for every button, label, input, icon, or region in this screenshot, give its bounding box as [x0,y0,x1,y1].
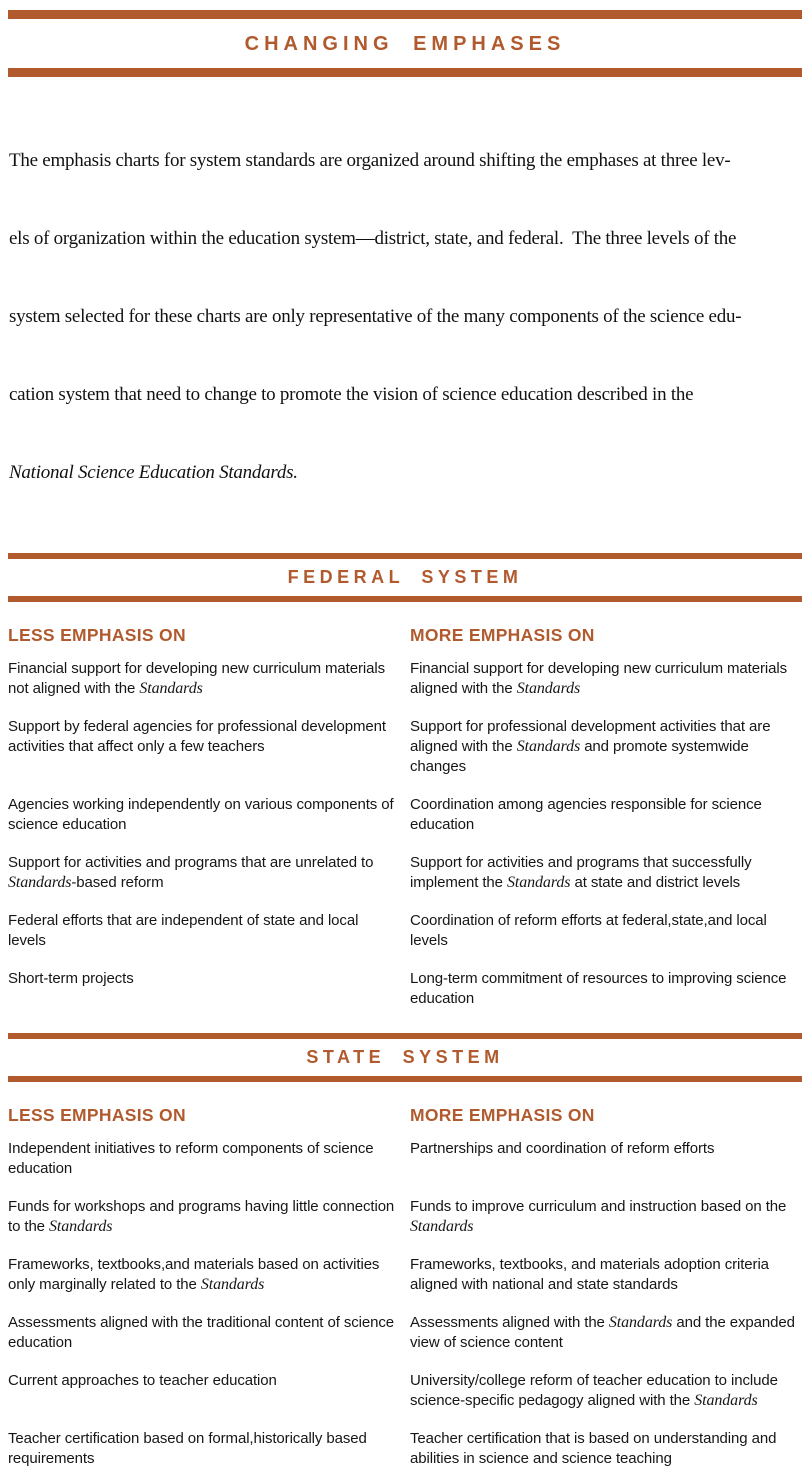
intro-line: system selected for these charts are only representative of the many components of the science edu- [9,306,742,327]
section-title: FEDERAL SYSTEM [287,567,523,587]
more-cell: Support for activities and programs that successfully implement the Standards at state and district levels [410,854,752,891]
section-rule-bottom [8,1076,802,1082]
emphasis-rows [8,1139,802,1469]
section-rule-bottom [8,596,802,602]
less-cell: Federal efforts that are independent of state and local levels [8,912,359,949]
emphasis-row [8,1429,802,1469]
section-federal [8,553,802,1009]
emphasis-row [8,1255,802,1295]
emphasis-row [8,1139,802,1179]
emphasis-rows [8,659,802,1009]
more-cell: Coordination of reform efforts at federal,state,and local levels [410,912,767,949]
column-header-more: MORE EMPHASIS ON [410,625,595,645]
intro-paragraph [9,96,802,538]
more-cell: Partnerships and coordination of reform efforts [410,1140,715,1157]
less-cell: Support by federal agencies for professional development activities that affect only a few teachers [8,718,386,755]
more-cell: Coordination among agencies responsible for science education [410,796,762,833]
title-bottom-rule [8,68,802,77]
emphasis-row [8,911,802,951]
less-cell: Current approaches to teacher education [8,1372,277,1389]
section-rule-top [8,553,802,559]
more-cell: Support for professional development activities that are aligned with the Standards and promote systemwide changes [410,718,771,775]
less-cell: Support for activities and programs that are unrelated to Standards-based reform [8,854,374,891]
intro-line: els of organization within the education system—district, state, and federal. The three levels of the [9,228,737,249]
more-cell: Teacher certification that is based on understanding and abilities in science and science teaching [410,1430,777,1467]
less-cell: Short-term projects [8,970,134,987]
intro-line: The emphasis charts for system standards are organized around shifting the emphases at three lev- [9,150,731,171]
column-headers [8,1105,802,1126]
less-cell: Assessments aligned with the traditional content of science education [8,1314,394,1351]
more-cell: Long-term commitment of resources to improving science education [410,970,787,1007]
column-header-less: LESS EMPHASIS ON [8,625,186,645]
more-cell: Financial support for developing new curriculum materials aligned with the Standards [410,660,787,697]
less-cell: Independent initiatives to reform components of science education [8,1140,374,1177]
emphasis-row [8,659,802,699]
column-headers [8,625,802,646]
emphasis-row [8,853,802,893]
section-state [8,1033,802,1469]
top-rule [8,10,802,19]
less-cell: Teacher certification based on formal,historically based requirements [8,1430,367,1467]
less-cell: Frameworks, textbooks,and materials based on activities only marginally related to the Standards [8,1256,380,1293]
less-cell: Funds for workshops and programs having little connection to the Standards [8,1198,395,1235]
more-cell: Funds to improve curriculum and instruction based on the Standards [410,1198,787,1235]
intro-line-book-title: National Science Education Standards. [9,462,298,483]
section-title: STATE SYSTEM [306,1047,504,1067]
more-cell: Frameworks, textbooks, and materials adoption criteria aligned with national and state standards [410,1256,769,1293]
column-header-more: MORE EMPHASIS ON [410,1105,595,1125]
emphasis-row [8,1197,802,1237]
emphasis-row [8,1371,802,1411]
emphasis-row [8,717,802,777]
document-page [8,10,802,1469]
emphasis-row [8,795,802,835]
page-title: CHANGING EMPHASES [244,33,566,55]
more-cell: Assessments aligned with the Standards and the expanded view of science content [410,1314,795,1351]
emphasis-row [8,969,802,1009]
more-cell: University/college reform of teacher education to include science-specific pedagogy aligned with the Standards [410,1372,778,1409]
less-cell: Financial support for developing new curriculum materials not aligned with the Standards [8,660,385,697]
less-cell: Agencies working independently on various components of science education [8,796,394,833]
emphasis-row [8,1313,802,1353]
intro-line: cation system that need to change to promote the vision of science education described in the [9,384,694,405]
column-header-less: LESS EMPHASIS ON [8,1105,186,1125]
section-rule-top [8,1033,802,1039]
